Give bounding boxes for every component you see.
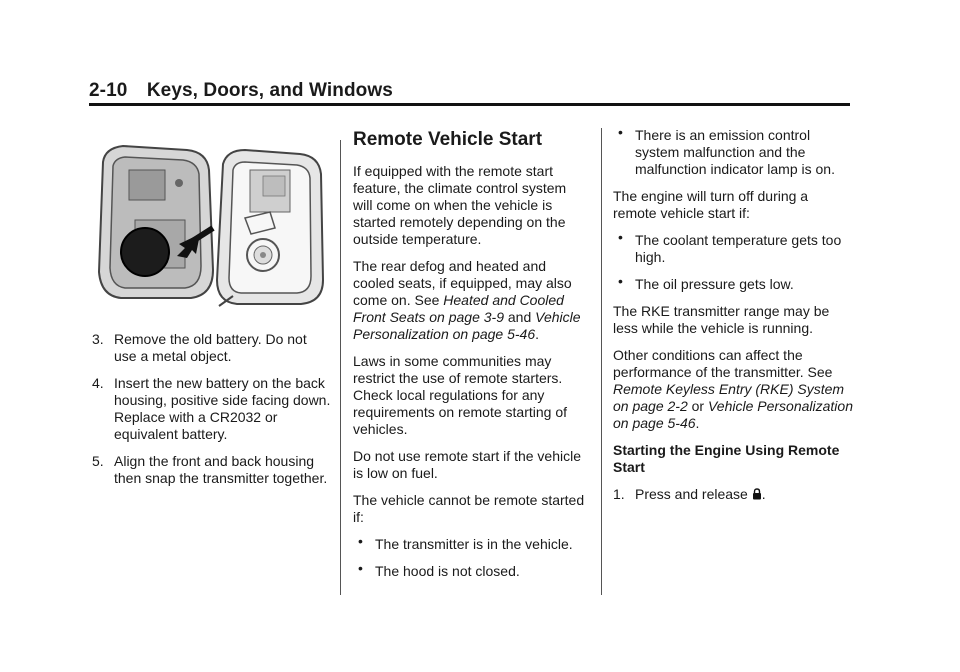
column-3 xyxy=(613,127,853,513)
bullet-item: • The transmitter is in the vehicle. xyxy=(353,536,589,553)
paragraph xyxy=(613,347,853,432)
lock-icon xyxy=(752,488,762,500)
step-number: 1. xyxy=(613,486,625,502)
step-3 xyxy=(92,331,332,365)
column-divider-1 xyxy=(340,140,341,595)
paragraph: The engine will turn off during a remote vehicle start if: xyxy=(613,188,809,221)
bullet-item: • The coolant temperature gets too high. xyxy=(613,232,853,266)
bullet-item: • The hood is not closed. xyxy=(353,563,589,580)
step-1 xyxy=(613,486,853,503)
paragraph: Do not use remote start if the vehicle is low on fuel. xyxy=(353,448,581,481)
step-text: Remove the old battery. Do not use a metal object. xyxy=(114,331,307,364)
section-title: Keys, Doors, and Windows xyxy=(146,80,393,101)
paragraph-text: . xyxy=(695,415,700,431)
cross-reference-link[interactable]: Vehicle Personalization on page 5-46 xyxy=(613,398,853,431)
step-text-end: . xyxy=(761,486,766,502)
key-fob-battery-illustration xyxy=(95,140,335,310)
paragraph-text: . xyxy=(535,326,540,342)
header-rule xyxy=(89,103,850,106)
paragraph-text: and xyxy=(504,309,536,325)
step-number: 5. xyxy=(92,453,104,469)
step-5 xyxy=(92,453,332,487)
bullet-item: • There is an emission control system malfunction and the malfunction indicator lamp is on. xyxy=(613,127,853,178)
step-text: Insert the new battery on the back housing, positive side facing down. Replace with a CR2032 or equivalent battery. xyxy=(114,375,331,442)
step-text: Align the front and back housing then snap the transmitter together. xyxy=(114,453,328,486)
section-heading: Remote Vehicle Start xyxy=(353,129,543,150)
paragraph-text: or xyxy=(687,398,708,414)
step-number: 3. xyxy=(92,331,104,347)
cross-reference-link[interactable]: Remote Keyless Entry (RKE) System on page 2-2 xyxy=(613,381,845,414)
step-4 xyxy=(92,375,332,443)
paragraph-text: Other conditions can affect the performance of the transmitter. See xyxy=(613,347,833,380)
column-divider-2 xyxy=(601,128,602,595)
page-number: 2-10 xyxy=(89,80,128,101)
bullet-item: • The oil pressure gets low. xyxy=(613,276,853,293)
cross-reference-link[interactable]: Vehicle Personalization on page 5-46 xyxy=(353,309,581,342)
step-number: 4. xyxy=(92,375,104,391)
paragraph: Laws in some communities may restrict the use of remote starters. Check local regulations for any requirements on remote starting of vehicles. xyxy=(353,353,567,437)
step-text: Press and release xyxy=(635,486,752,502)
cross-reference-link[interactable]: Heated and Cooled Front Seats on page 3-9 xyxy=(353,292,564,325)
column-1 xyxy=(92,331,332,497)
paragraph: If equipped with the remote start feature, the climate control system will come on when the vehicle is started remotely depending on the outside temperature. xyxy=(353,163,567,247)
paragraph-text: The rear defog and heated and cooled seats, if equipped, may also come on. See xyxy=(353,258,572,308)
page-header xyxy=(89,80,393,102)
paragraph xyxy=(353,258,589,343)
paragraph: The vehicle cannot be remote started if: xyxy=(353,492,585,525)
column-2 xyxy=(353,129,589,590)
subheading: Starting the Engine Using Remote Start xyxy=(613,442,840,475)
paragraph: The RKE transmitter range may be less while the vehicle is running. xyxy=(613,303,830,336)
